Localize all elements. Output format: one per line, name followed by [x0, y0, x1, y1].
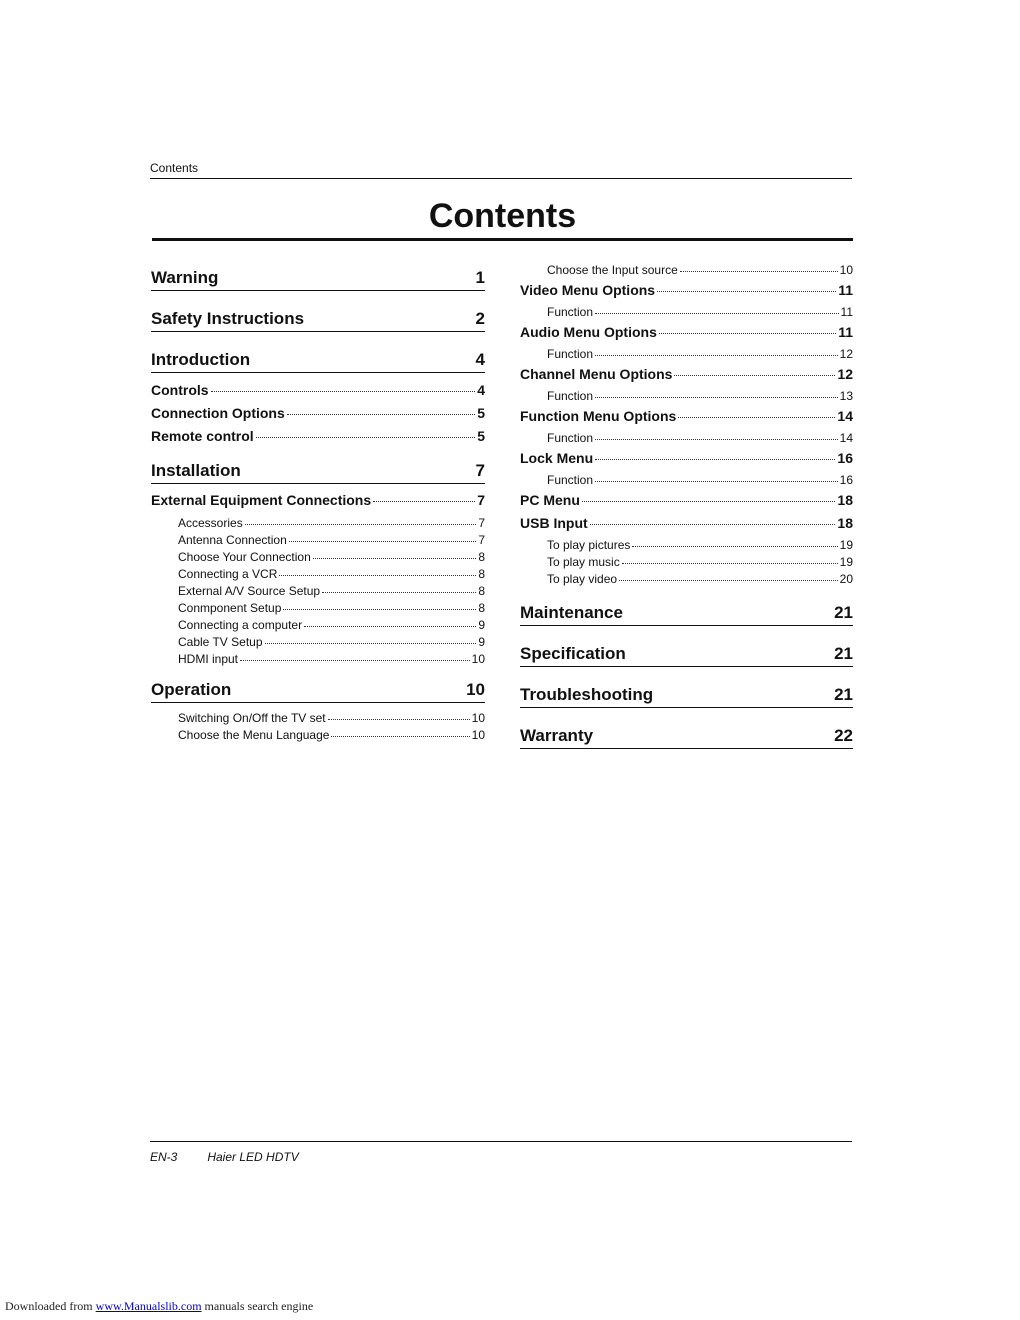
toc-chapter-safety[interactable]: Safety Instructions 2 [151, 308, 485, 332]
toc-sub-entry[interactable]: To play video 20 [547, 572, 853, 586]
manualslib-link[interactable]: www.Manualslib.com [95, 1299, 202, 1313]
toc-sub-entry[interactable]: HDMI input 10 [178, 652, 485, 666]
toc-section-remote-control[interactable]: Remote control 5 [151, 428, 485, 444]
toc-sub-entry[interactable]: Choose the Menu Language 10 [178, 728, 485, 742]
toc-section-channel-menu[interactable]: Channel Menu Options 12 [520, 366, 853, 382]
toc-sub-entry[interactable]: Connecting a computer 9 [178, 618, 485, 632]
toc-section-controls[interactable]: Controls 4 [151, 382, 485, 398]
toc-right-column [520, 262, 853, 749]
toc-sub-entry[interactable]: External A/V Source Setup 8 [178, 584, 485, 598]
toc-section-video-menu[interactable]: Video Menu Options 11 [520, 282, 853, 298]
product-name: Haier LED HDTV [207, 1150, 299, 1164]
page-title: Contents [152, 196, 853, 241]
toc-section-external-connections[interactable]: External Equipment Connections 7 [151, 492, 485, 508]
toc-chapter-introduction[interactable]: Introduction 4 [151, 349, 485, 373]
toc-section-usb-input[interactable]: USB Input 18 [520, 515, 853, 531]
toc-section-pc-menu[interactable]: PC Menu 18 [520, 492, 853, 508]
toc-sub-audio-function[interactable]: Function 12 [547, 347, 853, 361]
running-head: Contents [150, 161, 852, 179]
toc-sub-input-source[interactable]: Choose the Input source 10 [547, 263, 853, 277]
toc-chapter-operation[interactable]: Operation 10 [151, 679, 485, 703]
toc-chapter-warranty[interactable]: Warranty 22 [520, 725, 853, 749]
toc-sub-entry[interactable]: Antenna Connection 7 [178, 533, 485, 547]
toc-sub-entry[interactable]: Connecting a VCR 8 [178, 567, 485, 581]
footer-rule [150, 1141, 852, 1142]
toc-sub-function-function[interactable]: Function 14 [547, 431, 853, 445]
toc-chapter-installation[interactable]: Installation 7 [151, 460, 485, 484]
toc-left-column [151, 262, 485, 744]
toc-sub-entry[interactable]: Switching On/Off the TV set 10 [178, 711, 485, 725]
page-footer [150, 1150, 299, 1164]
toc-sub-video-function[interactable]: Function 11 [547, 305, 853, 319]
toc-sub-entry[interactable]: To play music 19 [547, 555, 853, 569]
toc-section-lock-menu[interactable]: Lock Menu 16 [520, 450, 853, 466]
toc-sub-entry[interactable]: To play pictures 19 [547, 538, 853, 552]
toc-sub-entry[interactable]: Choose Your Connection 8 [178, 550, 485, 564]
toc-section-function-menu[interactable]: Function Menu Options 14 [520, 408, 853, 424]
toc-chapter-warning[interactable]: Warning 1 [151, 267, 485, 291]
toc-sub-entry[interactable]: Cable TV Setup 9 [178, 635, 485, 649]
toc-sub-lock-function[interactable]: Function 16 [547, 473, 853, 487]
download-notice: Downloaded from www.Manualslib.com manuals search engine [5, 1299, 314, 1313]
page-number: EN-3 [150, 1150, 178, 1164]
toc-section-audio-menu[interactable]: Audio Menu Options 11 [520, 324, 853, 340]
toc-section-connection-options[interactable]: Connection Options 5 [151, 405, 485, 421]
toc-sub-entry[interactable]: Conmponent Setup 8 [178, 601, 485, 615]
toc-sub-entry[interactable]: Accessories 7 [178, 516, 485, 530]
toc-chapter-specification[interactable]: Specification 21 [520, 643, 853, 667]
toc-sub-channel-function[interactable]: Function 13 [547, 389, 853, 403]
toc-chapter-maintenance[interactable]: Maintenance 21 [520, 602, 853, 626]
toc-chapter-troubleshooting[interactable]: Troubleshooting 21 [520, 684, 853, 708]
